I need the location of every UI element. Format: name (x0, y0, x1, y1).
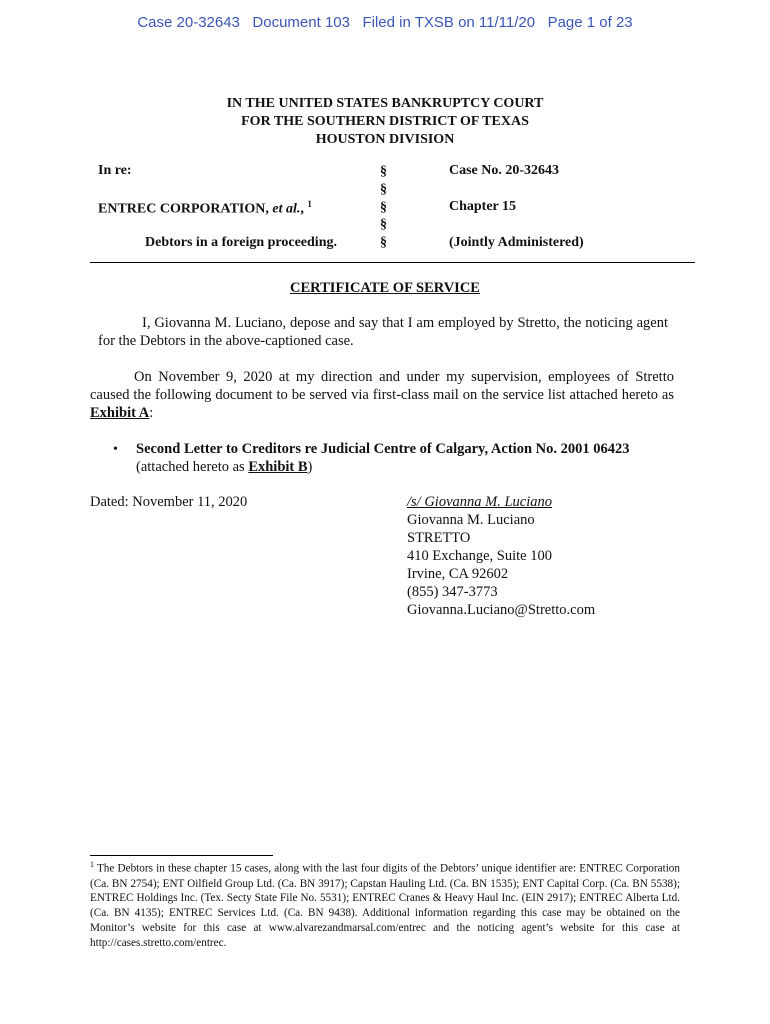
section-mark: § (380, 217, 387, 233)
debtor-description: Debtors in a foreign proceeding. (145, 235, 337, 250)
caption-divider (90, 262, 695, 263)
signature-block (407, 493, 595, 619)
footnote (90, 858, 680, 951)
signer-name: Giovanna M. Luciano (407, 512, 535, 528)
et-al: et al. (272, 201, 301, 217)
signature-line: /s/ Giovanna M. Luciano (407, 494, 552, 510)
section-mark: § (380, 181, 387, 197)
paragraph-2: On November 9, 2020 at my direction and under my supervision, employees of Stretto caused the following document to be served via first-class mail on the service list attached hereto as Exhibit A: (90, 369, 674, 421)
exhibit-a-ref: Exhibit A (90, 405, 150, 421)
chapter: Chapter 15 (449, 199, 517, 214)
footnote-text: The Debtors in these chapter 15 cases, along with the last four digits of the Debtors’ unique identifier are: ENTREC Corporation (Ca. BN 2754); ENT Oilfield Group Ltd. (Ca. BN 3917); Capstan Hauling Ltd. (Ca. BN 1535); ENT Capital Corp. (Ca. BN 5538); ENTREC Holdings Inc. (Tex. Secty State File No. 5531); ENTREC Cranes & Heavy Haul Inc. (EIN 2917); ENTREC Alberta Ltd. (Ca. BN 4135); ENTREC Services Ltd. (Ca. BN 9438). Additional information regarding this case may be obtained on the Monitor’s website for this case at www.alvarezandmarsal.com/entrec and the noticing agent’s website for this case at http://cases.stretto.com/entrec. (90, 862, 680, 949)
filing-stamp: Case 20-32643 Document 103 Filed in TXSB on 11/11/20 Page 1 of 23 (137, 14, 633, 31)
bullet-item: Second Letter to Creditors re Judicial Centre of Calgary, Action No. 2001 06423 (attached hereto as Exhibit B) (136, 441, 630, 475)
address-line-1: 410 Exchange, Suite 100 (407, 548, 552, 564)
served-document-title: Second Letter to Creditors re Judicial Centre of Calgary, Action No. 2001 06423 (136, 441, 630, 457)
bullet-icon: • (113, 442, 118, 457)
court-line-3: HOUSTON DIVISION (315, 132, 455, 147)
phone: (855) 347-3773 (407, 584, 498, 600)
in-re-label: In re: (98, 163, 132, 178)
court-line-1: IN THE UNITED STATES BANKRUPTCY COURT (226, 96, 544, 111)
court-line-2: FOR THE SOUTHERN DISTRICT OF TEXAS (241, 114, 529, 129)
paragraph-1: I, Giovanna M. Luciano, depose and say that I am employed by Stretto, the noticing agent for the Debtors in the above-captioned case. (98, 315, 668, 349)
jointly-administered: (Jointly Administered) (449, 235, 584, 250)
case-caption (0, 163, 770, 263)
footnote-divider (90, 855, 273, 856)
exhibit-b-ref: Exhibit B (248, 459, 308, 475)
section-mark: § (380, 164, 387, 179)
signer-company: STRETTO (407, 530, 471, 546)
document-title: CERTIFICATE OF SERVICE (290, 280, 480, 296)
footnote-marker: 1 (90, 860, 94, 869)
court-heading (0, 95, 770, 149)
address-line-2: Irvine, CA 92602 (407, 566, 509, 582)
footnote-ref: 1 (307, 199, 312, 209)
section-mark: § (380, 199, 387, 215)
section-mark: § (380, 235, 387, 251)
email: Giovanna.Luciano@Stretto.com (407, 602, 596, 618)
case-number: Case No. 20-32643 (449, 163, 560, 178)
section-marks (380, 163, 387, 252)
dated-line: Dated: November 11, 2020 (90, 494, 248, 510)
debtor-name: ENTREC CORPORATION, et al., $^1$ (98, 199, 312, 217)
